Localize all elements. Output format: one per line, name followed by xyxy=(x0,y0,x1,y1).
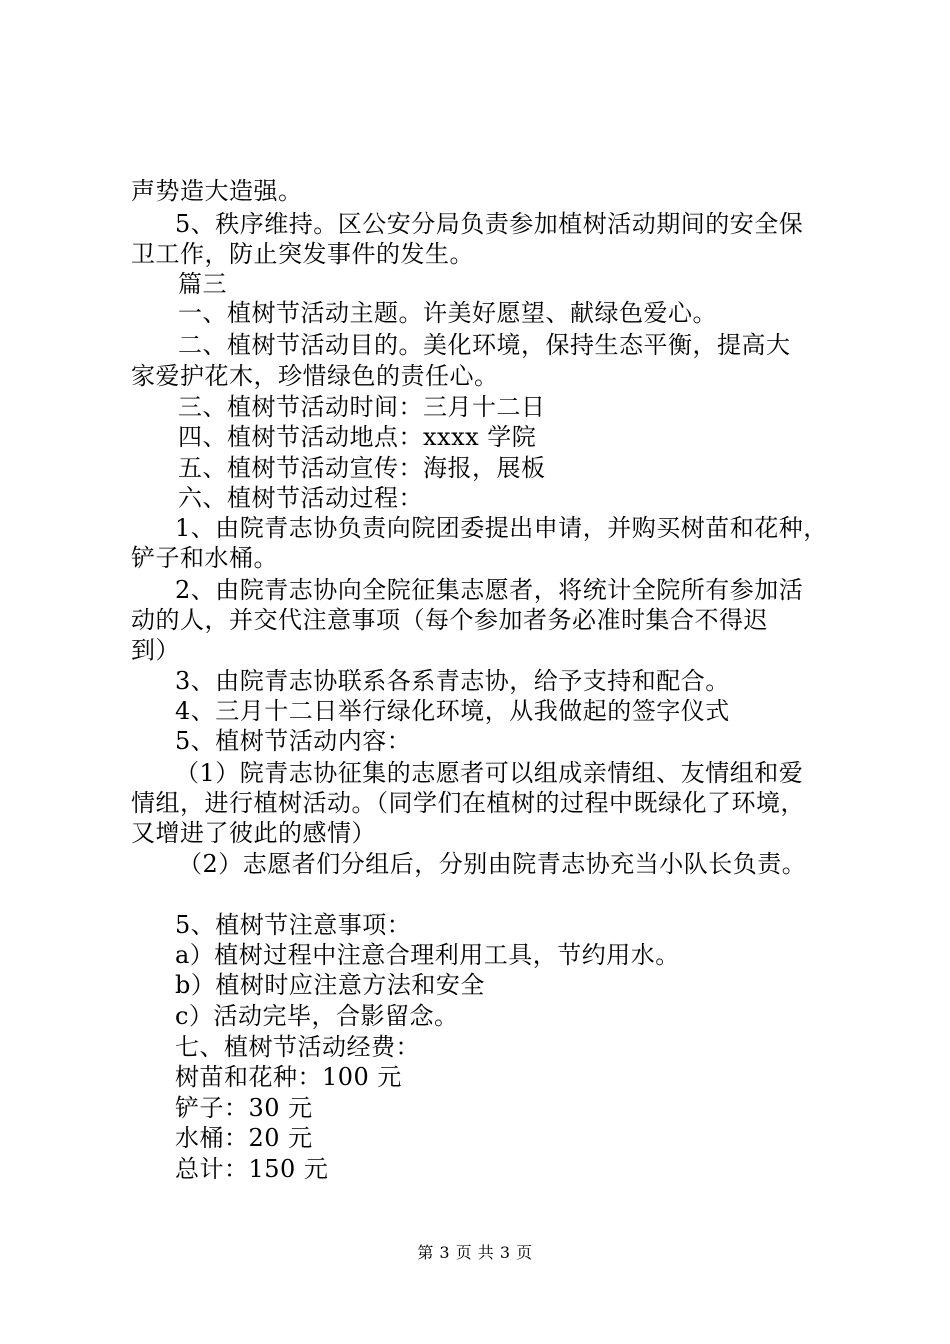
text-line: 三、植树节活动时间：三月十二日 xyxy=(178,393,546,421)
text-line: 动的人，并交代注意事项（每个参加者务必准时集合不得迟 xyxy=(131,606,768,634)
text-line: 二、植树节活动目的。美化环境，保持生态平衡，提高大 xyxy=(178,331,791,359)
text-line: 卫工作，防止突发事件的发生。 xyxy=(131,240,474,268)
text-line: 2、由院青志协向全院征集志愿者，将统计全院所有参加活 xyxy=(175,576,804,604)
text-line: （1）院青志协征集的志愿者可以组成亲情组、友情组和爱 xyxy=(175,759,804,787)
text-line: 水桶：20 元 xyxy=(175,1124,313,1152)
text-line: 六、植树节活动过程： xyxy=(178,484,423,512)
text-line: 到） xyxy=(131,636,180,664)
text-line: b）植树时应注意方法和安全 xyxy=(175,971,485,999)
text-line: 总计：150 元 xyxy=(175,1155,329,1183)
text-line: 四、植树节活动地点：xxxx 学院 xyxy=(178,423,537,451)
page-footer: 第 3 页 共 3 页 xyxy=(417,1243,533,1262)
text-line: 情组，进行植树活动。（同学们在植树的过程中既绿化了环境， xyxy=(131,789,805,817)
text-line: a）植树过程中注意合理利用工具，节约用水。 xyxy=(175,941,680,969)
text-line: 4、三月十二日举行绿化环境，从我做起的签字仪式 xyxy=(175,697,730,725)
text-line: 铲子和水桶。 xyxy=(131,544,278,572)
text-line: 七、植树节活动经费： xyxy=(175,1033,420,1061)
text-line: 声势造大造强。 xyxy=(131,177,303,205)
text-line: 5、植树节活动内容： xyxy=(175,727,412,755)
text-line: 五、植树节活动宣传：海报，展板 xyxy=(178,454,546,482)
text-line: 又增进了彼此的感情） xyxy=(131,819,376,847)
text-line: 5、植树节注意事项： xyxy=(175,911,412,939)
text-line: 家爱护花木，珍惜绿色的责任心。 xyxy=(131,362,499,390)
text-line: 5、秩序维持。区公安分局负责参加植树活动期间的安全保 xyxy=(175,210,804,238)
text-line: 树苗和花种：100 元 xyxy=(175,1063,402,1091)
text-line: （2）志愿者们分组后，分别由院青志协充当小队长负责。 xyxy=(178,850,807,878)
text-line: 1、由院青志协负责向院团委提出申请，并购买树苗和花种， xyxy=(175,514,828,542)
text-line: 3、由院青志协联系各系青志协，给予支持和配合。 xyxy=(175,667,730,695)
text-line: 一、植树节活动主题。许美好愿望、献绿色爱心。 xyxy=(178,299,717,327)
text-line: c）活动完毕，合影留念。 xyxy=(175,1002,459,1030)
section-heading: 篇三 xyxy=(178,270,227,298)
text-line: 铲子：30 元 xyxy=(175,1094,313,1122)
